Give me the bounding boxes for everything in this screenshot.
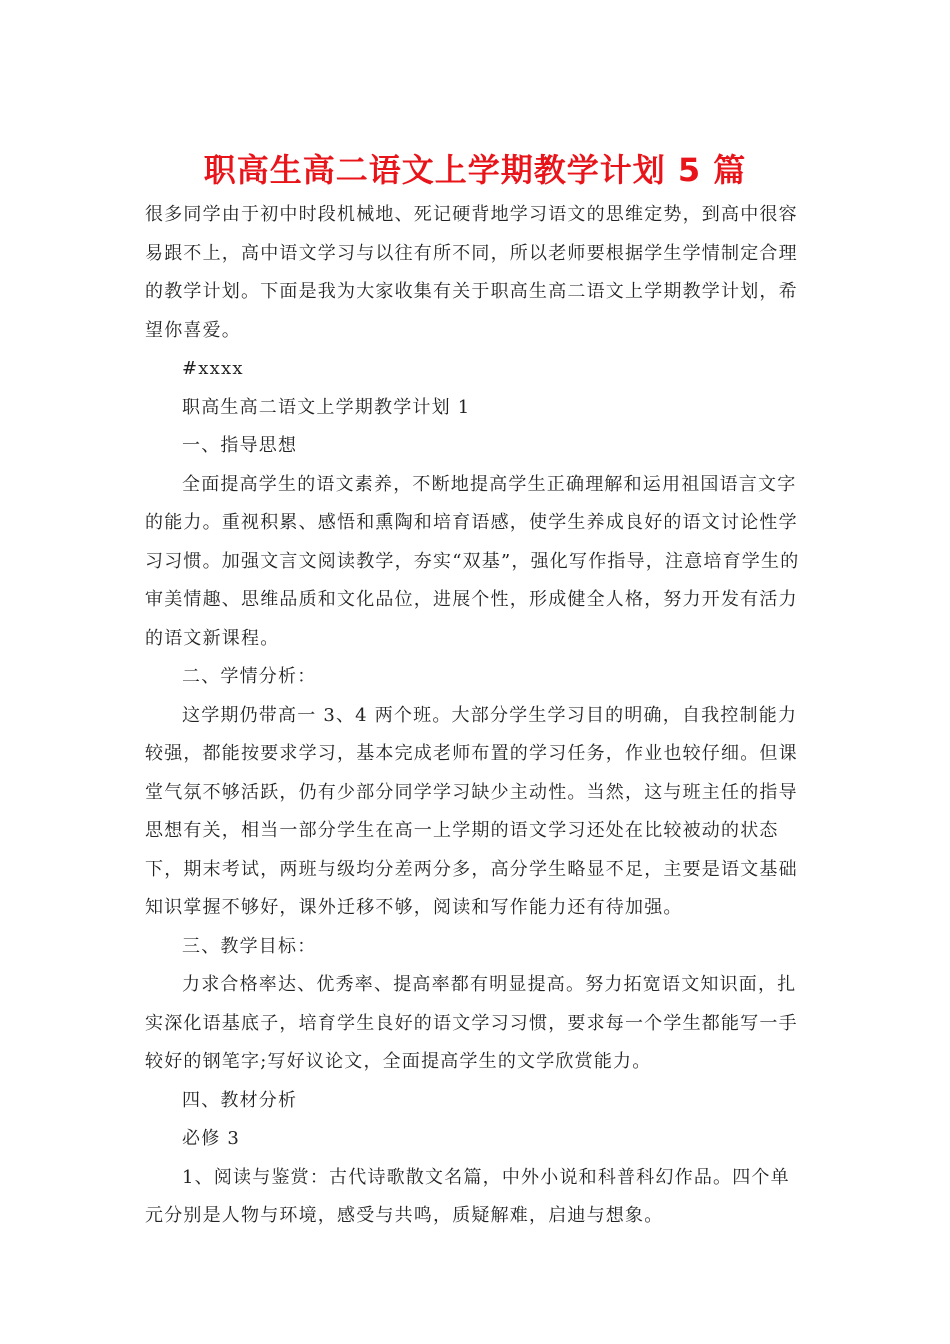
section-heading-teaching-goals: 三、教学目标： <box>182 935 317 957</box>
section-heading-textbook-analysis: 四、教材分析 <box>182 1089 298 1111</box>
document-body <box>145 196 805 1236</box>
paragraph-reading-appreciation: 1、阅读与鉴赏：古代诗歌散文名篇，中外小说和科普科幻作品。四个单元分别是人物与环境，感受与共鸣，质疑解难，启迪与想象。 <box>145 1166 790 1226</box>
section-heading-guiding-thought: 一、指导思想 <box>182 435 298 456</box>
subheading-compulsory-3: 必修 3 <box>182 1128 240 1149</box>
document-title: 职高生高二语文上学期教学计划 5 篇 <box>203 151 747 189</box>
paragraph-placeholder-tag: #xxxx <box>182 358 244 379</box>
section-heading-plan-1: 职高生高二语文上学期教学计划 1 <box>182 396 471 418</box>
section-heading-student-analysis: 二、学情分析： <box>182 666 317 687</box>
paragraph-guiding-thought: 全面提高学生的语文素养，不断地提高学生正确理解和运用祖国语言文字的能力。重视积累、感悟和熏陶和培育语感，使学生养成良好的语文讨论性学习习惯。加强文言文阅读教学，夯实“双基”，强化写作指导，注意培育学生的审美情趣、思维品质和文化品位，进展个性，形成健全人格，努力开发有活力的语文新课程。 <box>145 473 800 649</box>
paragraph-student-analysis: 这学期仍带高一 3、4 两个班。大部分学生学习目的明确，自我控制能力较强，都能按要求学习，基本完成老师布置的学习任务，作业也较仔细。但课堂气氛不够活跃，仍有少部分同学学习缺少主动性。当然，这与班主任的指导思想有关，相当一部分学生在高一上学期的语文学习还处在比较被动的状态下，期末考试，两班与级均分差两分多，高分学生略显不足，主要是语文基础知识掌握不够好，课外迁移不够，阅读和写作能力还有待加强。 <box>145 704 798 918</box>
paragraph-intro: 很多同学由于初中时段机械地、死记硬背地学习语文的思维定势，到高中很容易跟不上，高中语文学习与以往有所不同，所以老师要根据学生学情制定合理的教学计划。下面是我为大家收集有关于职高生高二语文上学期教学计划，希望你喜爱。 <box>145 204 798 341</box>
paragraph-teaching-goals: 力求合格率达、优秀率、提高率都有明显提高。努力拓宽语文知识面，扎实深化语基底子，培育学生良好的语文学习习惯，要求每一个学生都能写一手较好的钢笔字;写好议论文，全面提高学生的文学欣赏能力。 <box>145 974 798 1072</box>
